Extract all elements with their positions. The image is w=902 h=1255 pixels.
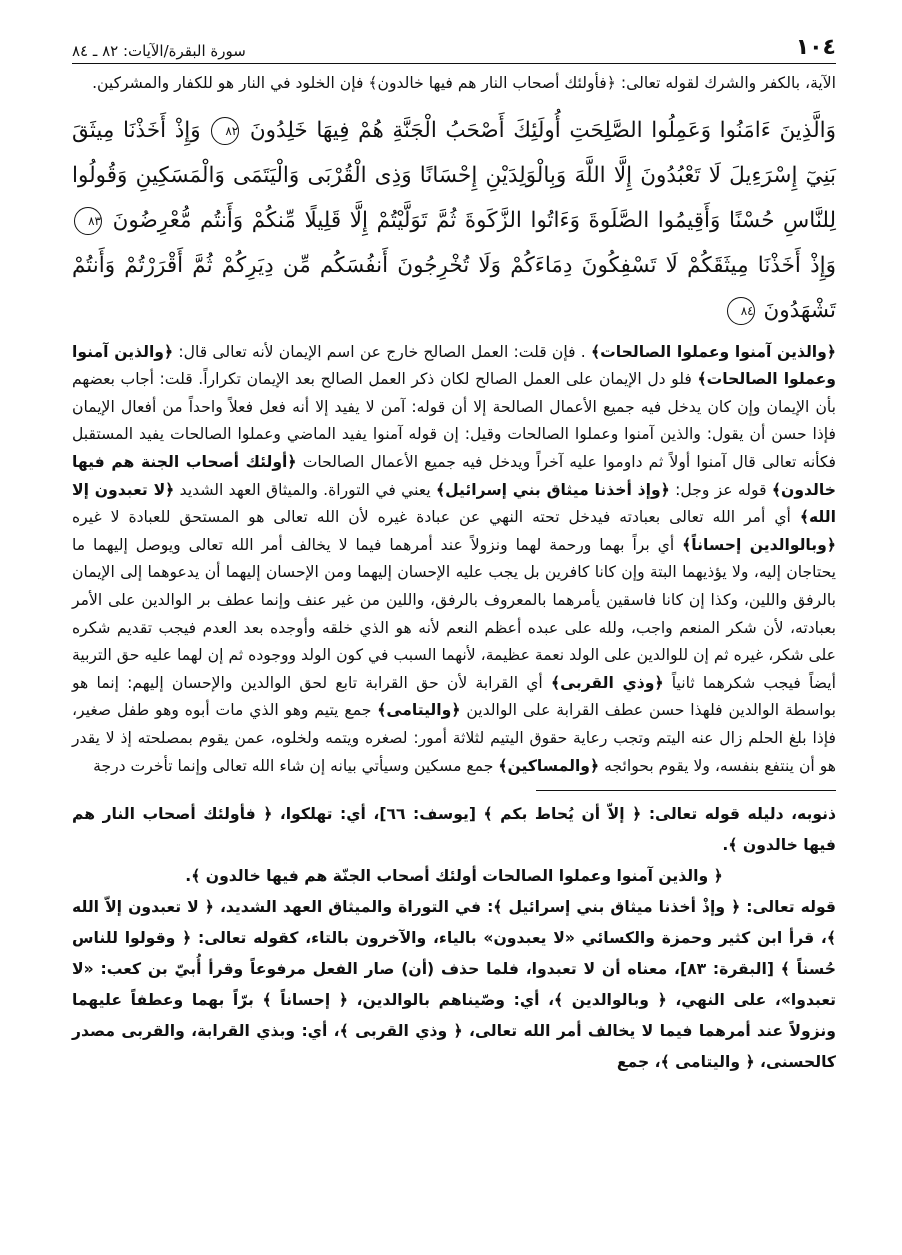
footnote-2: ﴿ والذين آمنوا وعملوا الصالحات أولئك أصحاب الجنّة هم فيها خالدون ﴾. [185, 867, 723, 886]
running-title: سورة البقرة/الآيات: ٨٢ ـ ٨٤ [72, 42, 246, 60]
commentary-paragraph [72, 339, 836, 781]
text-7: أي القرابة لأن حق القرابة تابع لحق الوالدين والإحسان إليهم: إنما هو بواسطة الوالدين فلهذا حسن عطف القرابة على الوالدين [72, 673, 836, 720]
footnote-divider [536, 790, 836, 791]
footnote-3: قوله تعالى: ﴿ وإذْ أخذنا ميثاق بني إسرائيل ﴾: في التوراة والميثاق العهد الشديد، ﴿ لا تعبدون إلاّ الله ﴾، قرأ ابن كثير وحمزة والكسائي «لا يعبدون» بالياء، والآخرون بالتاء، كقوله تعالى: ﴿ وقولوا للناس حُسناً ﴾ [البقرة: ٨٣]، معناه أن لا تعبدوا، فلما حذف (أن) صار الفعل مرفوعاً وقرأ أُبيّ بن كعب: «لا تعبدوا»، على النهي، ﴿ وبالوالدين ﴾، أي: وصّيناهم بالوالدين، ﴿ إحساناً ﴾ برّاً بهما وعطفاً عليهما ونزولاً عند أمرهما فيما لا يخالف أمر الله تعالى، ﴿ وذي القربى ﴾، أي: وبذي القرابة، والقربى مصدر كالحسنى، ﴿ واليتامى ﴾، جمع [72, 898, 836, 1072]
text-2: فلو دل الإيمان على العمل الصالح لكان ذكر العمل الصالح بعد الإيمان تكراراً. قلت: أجاب بعضهم بأن الإيمان وإن كان يدخل فيه جميع الأعمال الصالحة إلا أن قوله: آمن لا يفيد إلا أنه فعل فعلاً واحداً من أفعال الإيمان فإذا حسن أن يقول: والذين آمنوا وعملوا الصالحات وقيل: إن قوله آمنوا يفيد الماضي وعملوا الصالحات يفيد المستقبل فكأنه تعالى قال آمنوا أولاً ثم داوموا عليه آخراً ويدخل فيه جميع الأعمال الصالحات [72, 370, 836, 471]
quote-9: ﴿والمساكين﴾ [498, 756, 600, 775]
quote-5: ﴿لا تعبدون إلا الله﴾ [72, 480, 836, 527]
verse-83-text: وَإِذْ أَخَذْنَا مِيثَقَ بَنِيٓ إِسْرَءِيلَ لَا تَعْبُدُونَ إِلَّا اللَّهَ وَبِالْوَلِدَيْنِ إِحْسَانًا وَذِى الْقُرْبَى وَالْيَتَمَى وَالْمَسَكِينِ وَقُولُوا لِلنَّاسِ حُسْنًا وَأَقِيمُوا الصَّلَوةَ وَءَاتُوا الزَّكَوةَ ثُمَّ تَوَلَّيْتُمْ إِلَّا قَلِيلًا مِّنكُمْ وَأَنتُم مُّعْرِضُونَ [72, 117, 836, 233]
ayah-marker-83: ٨٣ [74, 207, 102, 235]
ayah-marker-82: ٨٢ [211, 117, 239, 145]
ayah-marker-84: ٨٤ [727, 297, 755, 325]
quote-2: ﴿والذين آمنوا وعملوا الصالحات﴾ [72, 342, 836, 389]
verse-84-text: وَإِذْ أَخَذْنَا مِيثَقَكُمْ لَا تَسْفِكُونَ دِمَاءَكُمْ وَلَا تُخْرِجُونَ أَنفُسَكُم مِّن دِيَرِكُمْ ثُمَّ أَقْرَرْتُمْ وَأَنتُمْ تَشْهَدُونَ [72, 252, 836, 323]
text-4: يعني في التوراة. والميثاق العهد الشديد [179, 480, 431, 499]
quote-4: ﴿وإذ أخذنا ميثاق بني إسرائيل﴾ [436, 480, 670, 499]
page-header [72, 32, 836, 64]
text-8: جمع يتيم وهو الذي مات أبوه وهو طفل صغير، فإذا بلغ الحلم زال عنه اليتم وتجب رعاية حقوق اليتيم لثلاثة أمور: لصغره ويتمه ولخلوه، عمن يقوم بمصلحته إذ لا يقدر هو أن ينتفع بنفسه، ولا يقوم بحوائجه [72, 701, 836, 775]
page-number: ١٠٤ [795, 35, 836, 60]
quote-3: ﴿أولئك أصحاب الجنة هم فيها خالدون﴾ [72, 452, 836, 499]
intro-paragraph: الآية، بالكفر والشرك لقوله تعالى: ﴿فأولئك أصحاب النار هم فيها خالدون﴾ فإن الخلود في النار هو للكفار والمشركين. [92, 74, 836, 92]
quote-6: ﴿وبالوالدين إحساناً﴾ [682, 535, 836, 554]
text-3: قوله عز وجل: [675, 480, 767, 499]
quote-1: ﴿والذين آمنوا وعملوا الصالحات﴾ [591, 342, 836, 361]
quran-verse-block [72, 108, 836, 333]
text-9: جمع مسكين وسيأتي بيانه إن شاء الله تعالى وإنما تأخرت درجة [93, 756, 494, 775]
text-1: . فإن قلت: العمل الصالح خارج عن اسم الإيمان لأنه تعالى قال: [178, 342, 586, 361]
text-5: أي أمر الله تعالى بعبادته فيدخل تحته النهي عن عبادة غيره لأن الله تعالى هو المستحق للعبادة لا غيره [72, 508, 791, 527]
footnote-1: ذنوبه، دليله قوله تعالى: ﴿ إلاّ أن يُحاط بكم ﴾ [يوسف: ٦٦]، أي: تهلكوا، ﴿ فأولئك أصحاب النار هم فيها خالدون ﴾. [72, 805, 836, 855]
quote-7: ﴿وذي القربى﴾ [550, 673, 664, 692]
quote-8: ﴿واليتامى﴾ [377, 701, 461, 720]
verse-82-text: وَالَّذِينَ ءَامَنُوا وَعَمِلُوا الصَّلِحَتِ أُولَئِكَ أَصْحَبُ الْجَنَّةِ هُمْ فِيهَا خَلِدُونَ [249, 117, 836, 143]
text-6: أي براً بهما ورحمة لهما ونزولاً عند أمرهما فيما لا يخالف أمر الله تعالى ويوصل إليهما ما يحتاجان إليه، ولا يؤذيهما البتة وإن كانا كافرين بل يجب عليه الإحسان إليهما ومن الإحسان إليهما أن يدعوهما إلى الإيمان بالرفق واللين، وكذا إن كانا فاسقين يأمرهما بالمعروف بالرفق، واللين من غير عنف وإنما عطف بر الوالدين على الأمر بعبادته، لأن شكر المنعم واجب، ولله على عبده أعظم النعم لأنه هو الذي خلقه وأوجده بعد العدم فيجب تقديم شكره على شكر، غيره ثم إن للوالدين على الولد نعمة عظيمة، لأنهما السبب في كون الولد ووجوده ثم إن لهما عليه حق التربية أيضاً فيجب شكرهما ثانياً [72, 535, 836, 692]
